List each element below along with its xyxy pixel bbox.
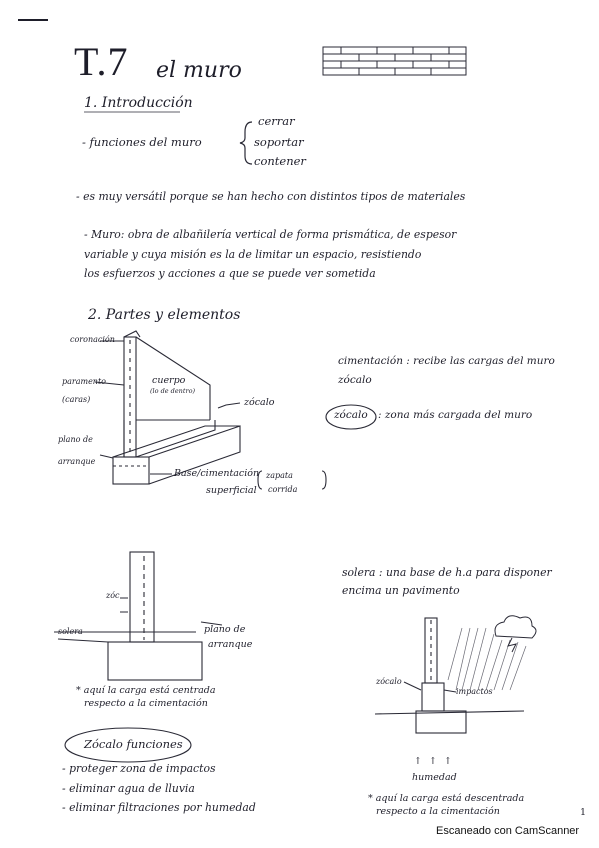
label-zocalo-2: zóc [106, 591, 120, 600]
label-cuerpo: cuerpo [152, 375, 186, 386]
scanner-watermark: Escaneado con CamScanner [436, 825, 580, 837]
muro-definition-line: - Muro: obra de albañilería vertical de forma prismática, de espesor [84, 228, 457, 241]
page-number: 1 [580, 807, 587, 818]
zocalo-definition: : zona más cargada del muro [378, 409, 533, 421]
nota-centrada: * aquí la carga está centrada [76, 685, 216, 696]
funcion-item: soportar [254, 135, 304, 149]
funcion-item: cerrar [258, 114, 295, 128]
section1-heading: 1. Introducción [84, 95, 193, 111]
page-title: T.7 [74, 39, 129, 84]
label-arranque-2: arranque [208, 639, 253, 650]
zocalo-funcion-item: - proteger zona de impactos [62, 762, 216, 775]
label-plano-2: plano de [204, 624, 246, 635]
versatil-text: - es muy versátil porque se han hecho con distintos tipos de materiales [76, 190, 466, 203]
label-paramento: paramento [62, 377, 106, 386]
label-cuerpo-sub: (lo de dentro) [150, 387, 196, 395]
label-plano-arranque: plano de [58, 435, 93, 444]
muro-definition-line: los esfuerzos y acciones a que se puede ver sometida [84, 267, 376, 280]
label-humedad: humedad [412, 772, 457, 783]
label-caras: (caras) [62, 395, 91, 404]
cimentacion-text: cimentación : recibe las cargas del muro [338, 355, 555, 367]
wall-diagram-2 [54, 552, 222, 680]
section2-heading: 2. Partes y elementos [88, 307, 241, 323]
zocalo-funcion-item: - eliminar filtraciones por humedad [62, 801, 256, 814]
label-plano-arranque: arranque [58, 457, 96, 466]
funcion-item: contener [254, 154, 306, 168]
solera-text-2: encima un pavimento [342, 584, 460, 597]
label-impactos: impactos [456, 687, 493, 696]
page-subtitle: el muro [156, 58, 242, 83]
label-superficial: superficial [206, 485, 257, 496]
wall-diagram-1 [95, 331, 326, 489]
muro-definition-line: variable y cuya misión es la de limitar un espacio, resistiendo [84, 248, 422, 261]
nota-descentrada: * aquí la carga está descentrada [368, 793, 525, 804]
humidity-arrows: ↑ ↑ ↑ [414, 756, 454, 767]
brace [240, 122, 252, 164]
label-zocalo: zócalo [244, 397, 275, 408]
label-zapata: zapata [266, 471, 293, 480]
zocalo-funcion-item: - eliminar agua de lluvia [62, 782, 195, 795]
zocalo-box-label: zócalo [334, 409, 368, 421]
cimentacion-text-2: zócalo [338, 374, 372, 386]
label-solera: solera [58, 627, 83, 636]
label-coronacion: coronación [70, 335, 115, 344]
solera-text: solera : una base de h.a para disponer [342, 566, 552, 579]
funciones-label: - funciones del muro [82, 135, 202, 149]
nota-centrada-2: respecto a la cimentación [84, 698, 208, 709]
label-corrida: corrida [268, 485, 298, 494]
label-base: Base/cimentación [174, 468, 260, 479]
label-zocalo-3: zócalo [376, 677, 402, 686]
nota-descentrada-2: respecto a la cimentación [376, 806, 500, 817]
cloud-icon [495, 616, 536, 652]
brick-wall-icon [323, 47, 466, 75]
zocalo-funciones-title: Zócalo funciones [84, 737, 183, 751]
